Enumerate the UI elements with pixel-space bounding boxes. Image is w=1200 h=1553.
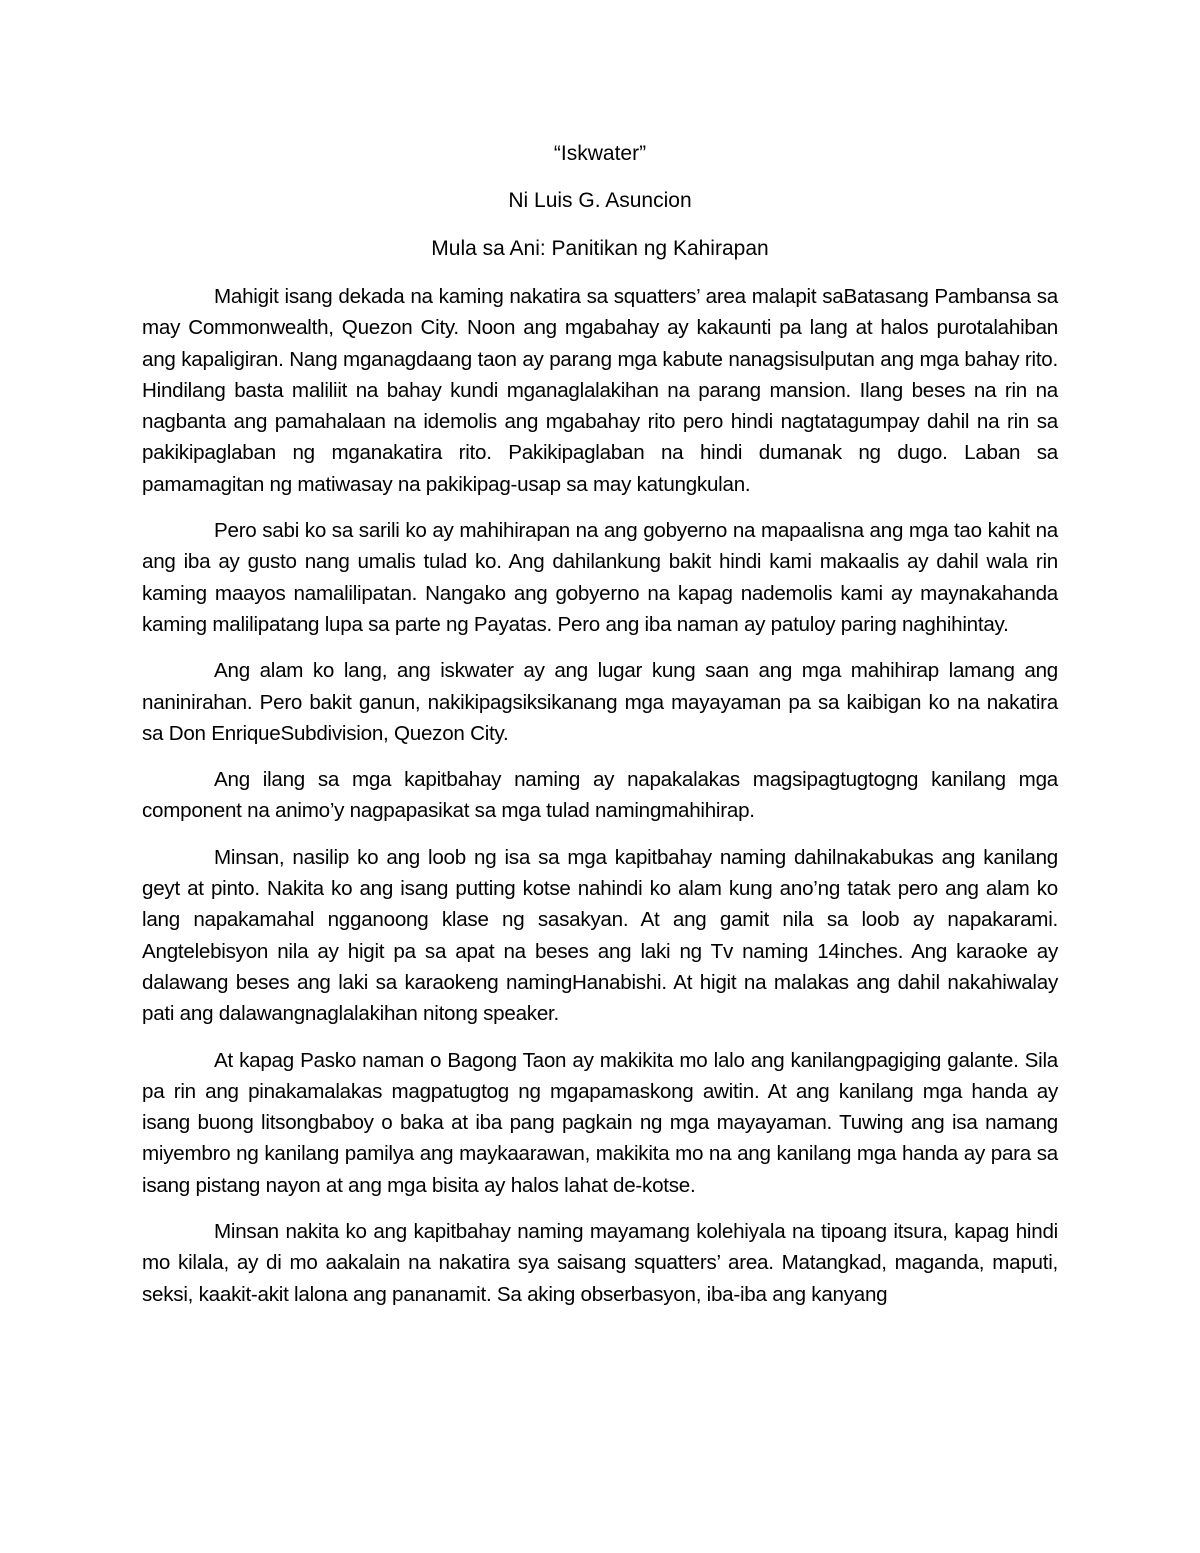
paragraph-5: Minsan, nasilip ko ang loob ng isa sa mga kapitbahay naming dahilnakabukas ang kanilang geyt at pinto. Nakita ko ang isang putting kotse nahindi ko alam kung ano’ng tatak pero ang alam ko lang napakamahal ngganoong klase ng sasakyan. At ang gamit nila sa loob ay napakarami. Angtelebisyon nila ay higit pa sa apat na beses ang laki ng Tv naming 14inches. Ang karaoke ay dalawang beses ang laki sa karaokeng namingHanabishi. At higit na malakas ang dahil nakahiwalay pati ang dalawangnaglalakihan nitong speaker.	[142, 845, 1058, 1026]
paragraph-3: Ang alam ko lang, ang iskwater ay ang lugar kung saan ang mga mahihirap lamang ang naninirahan. Pero bakit ganun, nakikipagsiksikanang mga mayayaman pa sa kaibigan ko na nakatira sa Don EnriqueSubdivision, Quezon City.	[142, 659, 1058, 745]
document-page	[142, 138, 1058, 1310]
paragraph-4: Ang ilang sa mga kapitbahay naming ay napakalakas magsipagtugtogng kanilang mga component na animo’y nagpapasikat sa mga tulad namingmahihirap.	[142, 768, 1058, 823]
document-source: Mula sa Ani: Panitikan ng Kahirapan	[431, 237, 769, 260]
paragraph-7: Minsan nakita ko ang kapitbahay naming mayamang kolehiyala na tipoang itsura, kapag hindi mo kilala, ay di mo aakalain na nakatira sya saisang squatters’ area. Matangkad, maganda, maputi, seksi, kaakit-akit lalona ang pananamit. Sa aking obserbasyon, iba-iba ang kanyang	[142, 1220, 1058, 1306]
paragraph-6: At kapag Pasko naman o Bagong Taon ay makikita mo lalo ang kanilangpagiging galante. Sila pa rin ang pinakamalakas magpatugtog ng mgapamaskong awitin. At ang kanilang mga handa ay isang buong litsongbaboy o baka at iba pang pagkain ng mga mayayaman. Tuwing ang isa namang miyembro ng kanilang pamilya ang maykaarawan, makikita mo na ang kanilang mga handa ay para sa isang pistang nayon at ang mga bisita ay halos lahat de-kotse.	[142, 1048, 1058, 1197]
paragraph-2: Pero sabi ko sa sarili ko ay mahihirapan na ang gobyerno na mapaalisna ang mga tao kahit na ang iba ay gusto nang umalis tulad ko. Ang dahilankung bakit hindi kami makaalis ay dahil wala rin kaming maayos namalilipatan. Nangako ang gobyerno na kapag nademolis kami ay maynakahanda kaming malilipatang lupa sa parte ng Payatas. Pero ang iba naman ay patuloy paring naghihintay.	[142, 519, 1058, 636]
document-author: Ni Luis G. Asuncion	[508, 189, 692, 212]
document-title: “Iskwater”	[553, 142, 647, 165]
paragraph-1: Mahigit isang dekada na kaming nakatira sa squatters’ area malapit saBatasang Pambansa sa may Commonwealth, Quezon City. Noon ang mgabahay ay kakaunti pa lang at halos purotalahiban ang kapaligiran. Nang mganagdaang taon ay parang mga kabute nanagsisulputan ang mga bahay rito. Hindilang basta maliliit na bahay kundi mganaglalakihan na parang mansion. Ilang beses na rin na nagbanta ang pamahalaan na idemolis ang mgabahay rito pero hindi nagtatagumpay dahil na rin sa pakikipaglaban ng mganakatira rito. Pakikipaglaban na hindi dumanak ng dugo. Laban sa pamamagitan ng matiwasay na pakikipag-usap sa may katungkulan.	[142, 285, 1058, 496]
